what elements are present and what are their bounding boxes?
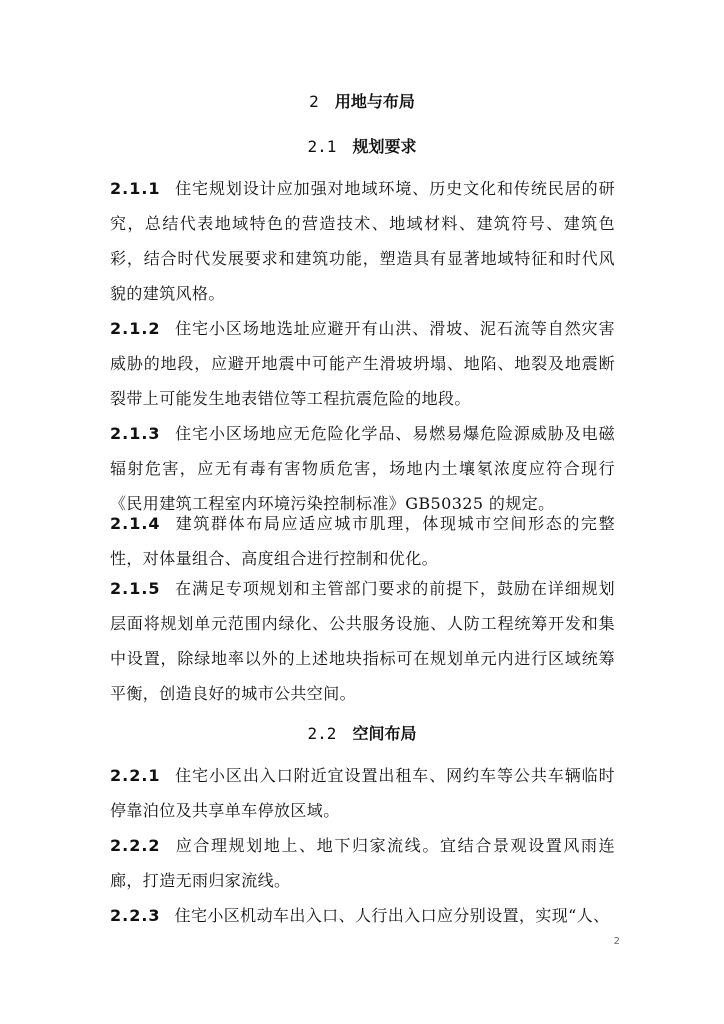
clause-text: 住宅小区场地应无危险化学品、易燃易爆危险源威胁及电磁辐射危害，应无有毒有害物质危害，场地内土壤氡浓度应符合现行《民用建筑工程室内环境污染控制标准》GB50325 的规定。	[110, 424, 615, 513]
clause-2-2-1	[110, 758, 615, 828]
clause-text: 应合理规划地上、地下归家流线。宜结合景观设置风雨连廊，打造无雨归家流线。	[110, 836, 615, 890]
chapter-number: 2	[309, 92, 319, 111]
clause-2-1-2	[110, 311, 615, 416]
section-title: 空间布局	[352, 724, 417, 743]
clause-number: 2.1.3	[110, 424, 161, 443]
chapter-title: 用地与布局	[334, 92, 415, 111]
section-heading-2-2	[0, 724, 724, 744]
chapter-heading	[0, 92, 724, 112]
clause-number: 2.1.5	[110, 579, 161, 598]
clause-number: 2.1.1	[110, 179, 161, 198]
section-number: 2.1	[307, 137, 337, 156]
clause-2-1-4	[110, 506, 615, 576]
clause-2-2-2	[110, 828, 615, 898]
clause-2-1-5	[110, 571, 615, 711]
clause-text: 住宅小区出入口附近宜设置出租车、网约车等公共车辆临时停靠泊位及共享单车停放区域。	[110, 766, 615, 820]
section-title: 规划要求	[352, 137, 417, 156]
clause-text: 住宅规划设计应加强对地域环境、历史文化和传统民居的研究，总结代表地域特色的营造技术、地域材料、建筑符号、建筑色彩，结合时代发展要求和建筑功能，塑造具有显著地域特征和时代风貌的建筑风格。	[110, 179, 615, 303]
clause-text: 住宅小区场地选址应避开有山洪、滑坡、泥石流等自然灾害威胁的地段，应避开地震中可能产生滑坡坍塌、地陷、地裂及地震断裂带上可能发生地表错位等工程抗震危险的地段。	[110, 319, 615, 408]
clause-text: 建筑群体布局应适应城市肌理，体现城市空间形态的完整性，对体量组合、高度组合进行控制和优化。	[110, 514, 615, 568]
page-number: 2	[613, 936, 620, 947]
clause-text: 在满足专项规划和主管部门要求的前提下，鼓励在详细规划层面将规划单元范围内绿化、公共服务设施、人防工程统筹开发和集中设置，除绿地率以外的上述地块指标可在规划单元内进行区域统筹平衡，创造良好的城市公共空间。	[110, 579, 615, 703]
clause-2-1-1	[110, 171, 615, 311]
section-heading-2-1	[0, 137, 724, 157]
clause-number: 2.1.4	[110, 514, 161, 533]
clause-2-2-3	[110, 898, 615, 933]
clause-number: 2.2.1	[110, 766, 161, 785]
clause-number: 2.2.3	[110, 906, 161, 925]
clause-number: 2.2.2	[110, 836, 161, 855]
section-number: 2.2	[307, 724, 337, 743]
clause-number: 2.1.2	[110, 319, 161, 338]
clause-text: 住宅小区机动车出入口、人行出入口应分别设置，实现“人、	[174, 906, 610, 925]
